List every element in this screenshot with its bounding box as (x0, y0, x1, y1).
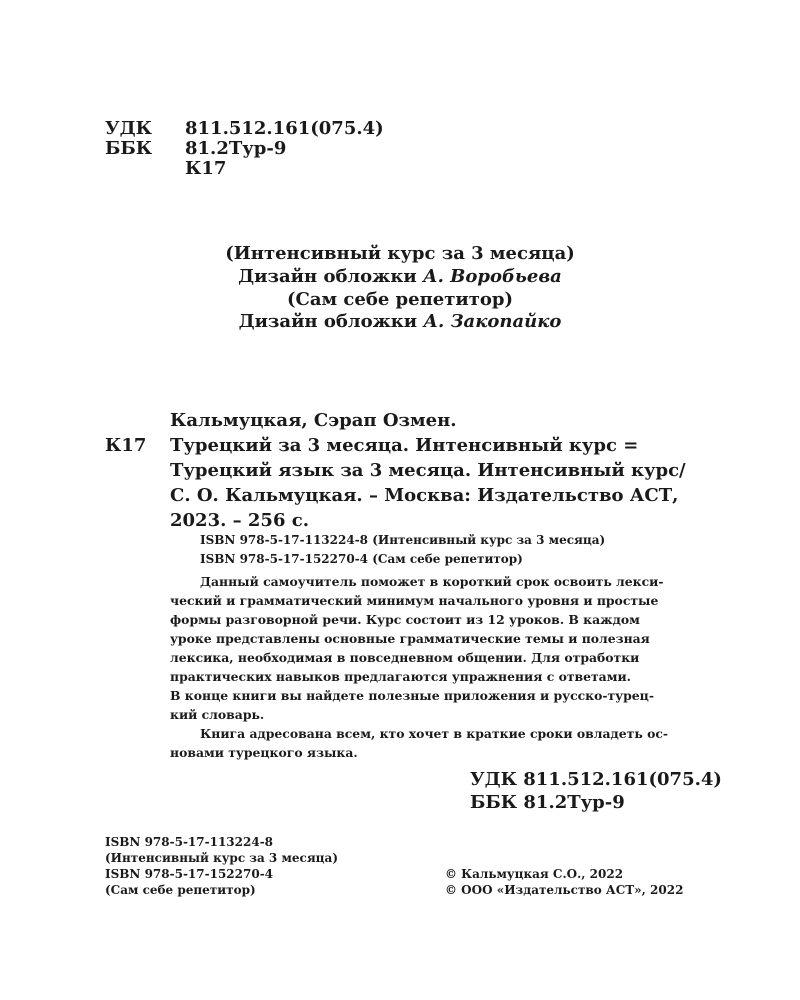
record-sign: К17 (105, 435, 147, 456)
author-sign: К17 (185, 158, 227, 179)
record-bbk-line: ББК 81.2Тур-9 (470, 792, 625, 813)
record-isbn-2: ISBN 978-5-17-152270-4 (Сам себе репетитор) (200, 552, 523, 566)
abstract-line-3: формы разговорной речи. Курс состоит из 12 уроков. В каждом (170, 612, 640, 627)
record-udk-line: УДК 811.512.161(075.4) (470, 769, 722, 790)
abstract-line-1: Данный самоучитель поможет в короткий срок освоить лекси- (200, 574, 664, 589)
abstract-line-10: новами турецкого языка. (170, 745, 358, 760)
footer-isbn-1-note: (Интенсивный курс за 3 месяца) (105, 851, 338, 865)
record-isbn-1: ISBN 978-5-17-113224-8 (Интенсивный курс за 3 месяца) (200, 533, 606, 547)
udk-value: 811.512.161(075.4) (185, 118, 384, 139)
credits-line-4 (0, 313, 800, 331)
copyright-author: © Кальмуцкая С.О., 2022 (445, 867, 624, 881)
record-author: Кальмуцкая, Сэрап Озмен. (170, 410, 457, 431)
footer-isbn-2-note: (Сам себе репетитор) (105, 883, 256, 897)
credits-line-1: (Интенсивный курс за 3 месяца) (225, 243, 575, 264)
abstract-line-8: кий словарь. (170, 707, 265, 722)
udk-label: УДК (105, 118, 152, 139)
credits-line-2-prefix: Дизайн обложки (238, 266, 423, 287)
credits-line-2 (0, 268, 800, 286)
abstract-line-2: ческий и грамматический минимум начального уровня и простые (170, 593, 659, 608)
credits-line-4-prefix: Дизайн обложки (238, 311, 424, 332)
credits-line-3: (Сам себе репетитор) (287, 289, 513, 310)
record-title-line-3: С. О. Кальмуцкая. – Москва: Издательство АСТ, (170, 485, 679, 506)
bbk-label: ББК (105, 138, 153, 159)
abstract-line-7: В конце книги вы найдете полезные приложения и русско-турец- (170, 688, 654, 703)
abstract-line-9: Книга адресована всем, кто хочет в краткие сроки овладеть ос- (200, 726, 669, 741)
record-title-line-1: Турецкий за 3 месяца. Интенсивный курс = (170, 435, 639, 456)
abstract-line-5: лексика, необходимая в повседневном общении. Для отработки (170, 650, 640, 665)
copyright-publisher: © ООО «Издательство АСТ», 2022 (445, 883, 684, 897)
record-title-line-2: Турецкий язык за 3 месяца. Интенсивный курс/ (170, 460, 686, 481)
bbk-value: 81.2Тур-9 (185, 138, 287, 159)
footer-isbn-1: ISBN 978-5-17-113224-8 (105, 835, 274, 849)
abstract-line-4: уроке представлены основные грамматические темы и полезная (170, 631, 650, 646)
abstract-line-6: практических навыков предлагаются упражнения с ответами. (170, 669, 631, 684)
credits-line-2-name: А. Воробьева (422, 266, 562, 287)
record-title-line-4: 2023. – 256 с. (170, 510, 309, 531)
footer-isbn-2: ISBN 978-5-17-152270-4 (105, 867, 274, 881)
credits-line-4-name: А. Закопайко (423, 311, 562, 332)
